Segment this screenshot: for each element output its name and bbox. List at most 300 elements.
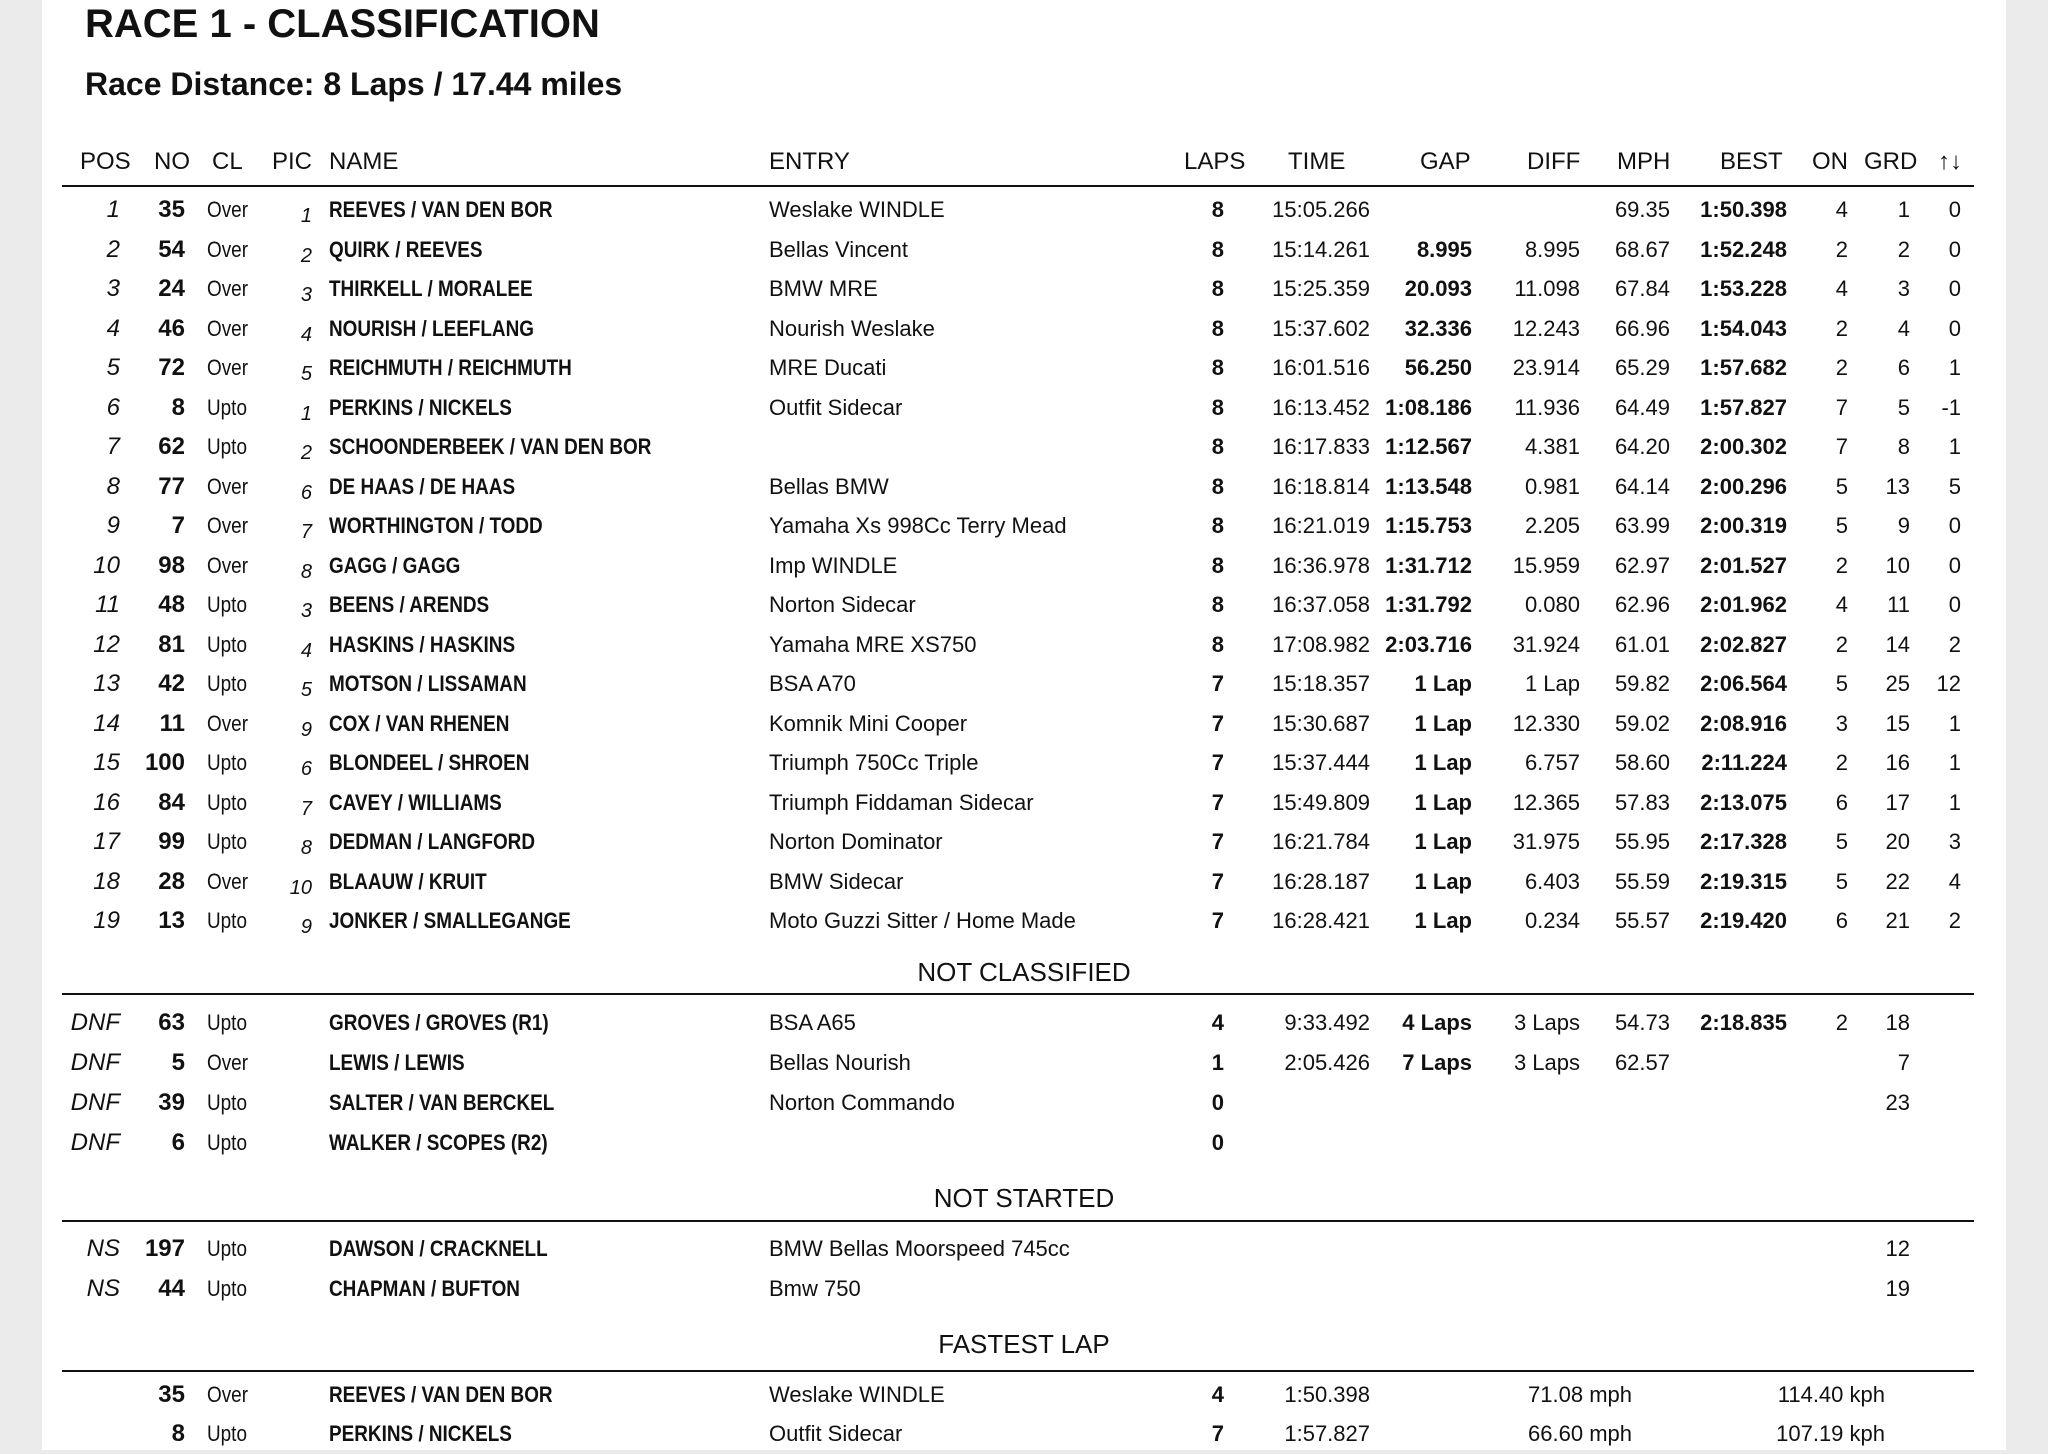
cell-pm: 1 [1948,750,1961,775]
header-gap: GAP [1420,148,1471,175]
cell-entry: Yamaha Xs 998Cc Terry Mead [769,513,1067,538]
cell-pos: DNF [70,1089,120,1116]
cell-pm: 4 [1948,868,1961,894]
cell-pm: 0 [1948,276,1961,301]
cell-time: 2:05.426 [1284,1050,1370,1075]
cell-entry: MRE Ducati [769,355,887,380]
cell-pic: 1 [300,402,312,425]
cell-pos: 9 [106,512,120,539]
result-row [0,190,2048,230]
cell-cl: Upto [207,789,247,815]
cell-on: 3 [1835,710,1848,736]
cell-pm: 5 [1948,473,1961,499]
cell-name: GROVES / GROVES (R1) [329,1010,549,1035]
cell-grd: 6 [1897,355,1910,380]
cell-pos: 13 [93,670,120,697]
cell-time: 1:57.827 [1284,1421,1370,1446]
header-position-change: ↑↓ [1938,148,1962,175]
cell-diff: 12.243 [1512,315,1580,341]
cell-pic: 2 [300,442,312,464]
header-entry: ENTRY [769,148,850,175]
cell-name: REEVES / VAN DEN BOR [329,1382,553,1407]
cell-name: REICHMUTH / REICHMUTH [329,355,572,380]
cell-time: 15:18.357 [1272,671,1370,696]
dnf-row [0,1003,2048,1043]
cell-no: 42 [158,670,185,697]
cell-gap: 1 Lap [1414,908,1472,933]
cell-no: 72 [158,354,185,381]
cell-time: 16:28.187 [1272,868,1370,894]
result-row [0,427,2048,467]
cell-gap: 56.250 [1404,355,1472,380]
cell-pos: 1 [106,196,120,223]
result-row [0,901,2048,941]
cell-lap: 7 [1211,1421,1224,1446]
dnf-row [0,1123,2048,1163]
cell-entry: BMW Sidecar [769,868,904,894]
cell-gap: 1:13.548 [1385,473,1472,499]
cell-diff: 12.330 [1512,710,1580,736]
cell-best: 2:13.075 [1700,789,1787,815]
cell-pos: 14 [93,709,120,737]
cell-grd: 14 [1885,631,1910,657]
cell-on: 2 [1835,552,1848,578]
cell-cl: Over [207,1050,249,1075]
cell-pos: 5 [106,354,120,381]
cell-grd: 13 [1885,473,1910,499]
cell-grd: 15 [1885,710,1910,736]
cell-time: 16:21.784 [1272,829,1370,854]
cell-time: 16:18.814 [1272,473,1370,499]
cell-no: 11 [159,709,185,737]
cell-on: 6 [1835,789,1848,815]
cell-time: 9:33.492 [1284,1010,1370,1035]
cell-time: 16:37.058 [1272,592,1370,617]
result-row [0,704,2048,744]
cell-best: 2:00.296 [1700,473,1787,499]
cell-gap: 1:31.792 [1385,592,1472,617]
cell-cl: Upto [207,1090,247,1115]
cell-mph: 68.67 [1614,236,1670,262]
cell-mph: 66.96 [1614,315,1670,341]
cell-diff: 23.914 [1512,355,1580,380]
cell-grd: 21 [1885,908,1910,933]
not-classified-rule [62,993,1974,995]
cell-best: 2:02.827 [1700,631,1787,657]
cell-pm: 1 [1948,355,1961,380]
cell-laps: 8 [1211,355,1224,380]
cell-best: 2:06.564 [1700,671,1787,696]
cell-gap: 1 Lap [1414,710,1472,736]
cell-mph: 62.57 [1614,1050,1670,1075]
cell-on: 6 [1835,908,1848,933]
cell-entry: Nourish Weslake [769,315,935,341]
cell-on: 7 [1835,394,1848,420]
cell-no: 44 [158,1275,185,1302]
cell-mph: 69.35 [1614,197,1670,222]
cell-laps: 8 [1211,631,1224,657]
cell-mph: 71.08 mph [1528,1382,1632,1407]
cell-best: 2:01.962 [1700,592,1787,617]
cell-mph: 59.82 [1614,671,1670,696]
cell-entry: Bellas Nourish [769,1050,911,1075]
cell-laps: 7 [1211,868,1224,894]
cell-best: 2:18.835 [1700,1010,1787,1035]
cell-mph: 65.29 [1614,355,1670,380]
cell-name: JONKER / SMALLEGANGE [329,908,571,933]
cell-mph: 54.73 [1614,1010,1670,1035]
cell-pos: 19 [93,907,120,934]
cell-pm: 3 [1948,829,1961,854]
result-row [0,309,2048,349]
cell-gap: 1:08.186 [1385,394,1472,420]
result-row [0,506,2048,546]
cell-no: 24 [158,275,185,302]
cell-no: 98 [158,551,185,579]
cell-best: 1:52.248 [1700,236,1787,262]
cell-cl: Upto [207,1276,247,1301]
cell-time: 16:01.516 [1272,355,1370,380]
cell-name: MOTSON / LISSAMAN [329,671,527,696]
cell-diff: 12.365 [1512,789,1580,815]
cell-on: 5 [1835,513,1848,538]
not-started-rule [62,1220,1974,1222]
cell-pos: DNF [70,1049,120,1076]
cell-on: 2 [1835,315,1848,341]
result-row [0,348,2048,388]
cell-no: 197 [144,1235,185,1262]
cell-pos: 12 [93,630,120,658]
cell-laps: 1 [1211,1050,1224,1075]
header-time: TIME [1288,148,1346,175]
header-grd: GRD [1864,148,1918,175]
cell-no: 39 [158,1089,185,1116]
cell-name: HASKINS / HASKINS [329,631,516,657]
cell-on: 7 [1835,434,1848,459]
cell-mph: 64.14 [1614,473,1670,499]
cell-no: 6 [171,1129,185,1156]
cell-no: 63 [158,1009,185,1036]
cell-entry: BMW Bellas Moorspeed 745cc [769,1236,1070,1261]
dnf-row [0,1083,2048,1123]
cell-no: 8 [171,1420,185,1447]
cell-grd: 10 [1885,552,1910,578]
cell-mph: 67.84 [1614,276,1670,301]
cell-on: 5 [1835,473,1848,499]
cell-entry: Weslake WINDLE [769,197,945,222]
cell-entry: Moto Guzzi Sitter / Home Made [769,908,1076,933]
result-row [0,388,2048,428]
cell-mph: 62.96 [1614,592,1670,617]
cell-time: 16:17.833 [1272,434,1370,459]
cell-pic: 7 [300,521,312,543]
cell-diff: 0.234 [1524,908,1580,933]
cell-pos: NS [86,1235,120,1262]
cell-time: 15:37.602 [1272,315,1370,341]
cell-entry: Norton Dominator [769,829,943,854]
cell-on: 4 [1835,276,1848,301]
cell-pos: 17 [93,828,120,855]
cell-on: 2 [1835,631,1848,657]
cell-pm: 0 [1948,236,1961,262]
cell-grd: 18 [1885,1010,1910,1035]
ns-row [0,1229,2048,1269]
cell-best: 2:00.319 [1700,513,1787,538]
cell-best: 1:50.398 [1700,197,1787,222]
cell-best: 2:19.420 [1700,908,1787,933]
cell-best: 2:17.328 [1700,829,1787,854]
header-pic: PIC [272,148,313,175]
cell-diff: 11.936 [1514,394,1580,420]
cell-grd: 19 [1885,1276,1910,1301]
cell-pic: 9 [300,916,312,938]
cell-mph: 55.59 [1614,868,1670,894]
cell-time: 17:08.982 [1272,631,1370,657]
cell-name: DEDMAN / LANGFORD [329,829,536,854]
cell-pic: 5 [300,679,312,701]
cell-no: 48 [158,591,185,618]
cell-laps: 7 [1211,671,1224,696]
cell-cl: Over [207,355,249,380]
dnf-row [0,1043,2048,1083]
cell-pic: 6 [300,481,312,504]
cell-no: 77 [158,472,185,500]
cell-pm: -1 [1941,394,1961,420]
header-name: NAME [329,148,399,175]
cell-cl: Upto [207,631,247,657]
cell-pic: 6 [300,758,312,780]
cell-diff: 8.995 [1524,236,1580,262]
cell-cl: Upto [207,1236,247,1261]
cell-kph: 107.19 kph [1776,1421,1885,1446]
cell-time: 15:37.444 [1272,750,1370,775]
cell-on: 2 [1835,750,1848,775]
cell-laps: 0 [1211,1090,1224,1115]
cell-entry: Weslake WINDLE [769,1382,945,1407]
cell-grd: 3 [1897,276,1910,301]
cell-name: GAGG / GAGG [329,552,461,578]
cell-on: 2 [1835,355,1848,380]
cell-diff: 15.959 [1512,552,1580,578]
cell-diff: 2.205 [1524,513,1580,538]
cell-time: 15:25.359 [1272,276,1370,301]
cell-grd: 5 [1897,394,1910,420]
cell-gap: 20.093 [1404,276,1472,301]
cell-cl: Over [207,868,249,894]
cell-grd: 23 [1885,1090,1910,1115]
cell-gap: 4 Laps [1402,1010,1472,1035]
cell-pos: 8 [106,472,120,500]
cell-gap: 1 Lap [1414,868,1472,894]
cell-pos: 15 [93,749,120,776]
cell-pm: 1 [1948,710,1961,736]
cell-no: 35 [158,196,185,223]
cell-name: BEENS / ARENDS [329,592,490,617]
fastest-lap-heading: FASTEST LAP [938,1329,1110,1359]
cell-entry: Bellas Vincent [769,236,909,262]
cell-grd: 11 [1887,592,1910,617]
cell-on: 5 [1835,671,1848,696]
cell-on: 2 [1835,236,1848,262]
cell-pic: 3 [300,600,312,622]
cell-no: 5 [171,1049,185,1076]
cell-entry: Norton Commando [769,1090,955,1115]
cell-gap: 1:15.753 [1385,513,1472,538]
cell-cl: Over [207,473,249,499]
cell-cl: Over [207,197,249,222]
cell-kph: 114.40 kph [1777,1382,1885,1407]
cell-mph: 55.57 [1614,908,1670,933]
cell-time: 16:13.452 [1272,394,1370,420]
cell-pic: 10 [289,876,312,899]
result-row [0,269,2048,309]
cell-name: NOURISH / LEEFLANG [329,315,534,341]
cell-pm: 0 [1948,552,1961,578]
cell-name: DAWSON / CRACKNELL [329,1236,548,1261]
cell-cl: Over [207,315,249,341]
cell-grd: 4 [1897,315,1910,341]
result-row [0,585,2048,625]
cell-laps: 8 [1211,276,1224,301]
cell-pic: 7 [300,797,312,820]
cell-grd: 2 [1897,236,1910,262]
cell-cl: Upto [207,1421,247,1446]
cell-entry: Outfit Sidecar [769,394,903,420]
cell-best: 1:53.228 [1700,276,1787,301]
cell-on: 4 [1835,197,1848,222]
cell-diff: 11.098 [1514,276,1580,301]
header-on: ON [1812,148,1848,175]
cell-grd: 22 [1885,868,1910,894]
cell-laps: 0 [1211,1130,1224,1155]
cell-pm: 1 [1948,434,1961,459]
cell-on: 5 [1835,868,1848,894]
cell-laps: 7 [1211,789,1224,815]
cell-laps: 7 [1211,750,1224,775]
cell-grd: 25 [1885,671,1910,696]
cell-on: 4 [1835,592,1848,617]
cell-pos: 10 [93,551,120,579]
cell-name: LEWIS / LEWIS [329,1050,465,1075]
cell-laps: 7 [1211,908,1224,933]
header-rule [62,185,1974,187]
cell-cl: Over [207,513,249,538]
cell-mph: 64.20 [1614,434,1670,459]
cell-laps: 8 [1211,513,1224,538]
cell-diff: 0.080 [1524,592,1580,617]
cell-entry: Bmw 750 [769,1276,861,1301]
cell-entry: BMW MRE [769,276,878,301]
cell-name: SALTER / VAN BERCKEL [329,1090,555,1115]
race-distance: Race Distance: 8 Laps / 17.44 miles [85,66,623,102]
cell-laps: 7 [1211,829,1224,854]
cell-cl: Over [207,710,249,736]
cell-pic: 8 [300,837,312,859]
cell-pm: 2 [1948,908,1961,933]
header-pos: POS [80,148,131,175]
cell-no: 13 [158,907,185,934]
result-row [0,546,2048,586]
cell-pm: 0 [1948,513,1961,538]
cell-laps: 8 [1211,434,1224,459]
header-laps: LAPS [1184,148,1246,175]
cell-name: REEVES / VAN DEN BOR [329,197,553,222]
cell-pos: 7 [106,433,120,460]
cell-no: 28 [158,867,185,895]
cell-pos: DNF [70,1009,120,1036]
cell-best: 1:57.827 [1700,394,1787,420]
cell-grd: 12 [1885,1236,1910,1261]
cell-pic: 2 [300,244,312,267]
cell-pos: 16 [93,788,120,816]
cell-pm: 0 [1948,592,1961,617]
cell-no: 35 [158,1381,185,1408]
cell-no: 46 [158,314,185,342]
cell-no: 54 [158,235,185,263]
cell-grd: 17 [1885,789,1910,815]
cell-laps: 7 [1211,710,1224,736]
not-classified-heading: NOT CLASSIFIED [917,957,1131,987]
cell-gap: 2:03.716 [1385,631,1472,657]
cell-entry: BSA A65 [769,1010,856,1035]
header-cl: CL [212,148,243,175]
cell-time: 16:21.019 [1272,513,1370,538]
cell-entry: BSA A70 [769,671,856,696]
cell-no: 62 [158,433,185,460]
cell-gap: 1 Lap [1414,829,1472,854]
result-row [0,467,2048,507]
cell-gap: 7 Laps [1402,1050,1472,1075]
cell-entry: Imp WINDLE [769,552,898,578]
fastest-lap-row [0,1414,2048,1454]
cell-laps: 8 [1211,552,1224,578]
cell-diff: 4.381 [1524,434,1580,459]
cell-no: 84 [158,788,185,816]
result-row [0,664,2048,704]
cell-mph: 58.60 [1614,750,1670,775]
cell-time: 15:30.687 [1272,710,1370,736]
cell-cl: Upto [207,1010,247,1035]
result-row [0,743,2048,783]
result-row [0,783,2048,823]
cell-grd: 9 [1897,513,1910,538]
cell-pm: 12 [1936,671,1961,696]
cell-cl: Upto [207,394,247,420]
header-no: NO [154,148,190,175]
cell-laps: 8 [1211,473,1224,499]
cell-best: 1:54.043 [1700,315,1787,341]
cell-pic: 1 [300,205,312,227]
cell-pic: 3 [300,284,312,306]
cell-mph: 57.83 [1614,789,1670,815]
cell-on: 2 [1835,1010,1848,1035]
cell-name: DE HAAS / DE HAAS [329,473,516,499]
fastest-lap-row [0,1375,2048,1415]
cell-laps: 8 [1211,592,1224,617]
cell-cl: Over [207,276,249,301]
cell-cl: Over [207,1382,249,1407]
cell-diff: 3 Laps [1513,1010,1580,1035]
cell-pm: 0 [1948,315,1961,341]
cell-entry: Outfit Sidecar [769,1421,903,1446]
cell-gap: 8.995 [1416,236,1472,262]
column-headers [0,142,2048,182]
cell-entry: Komnik Mini Cooper [769,710,968,736]
cell-diff: 6.757 [1524,750,1580,775]
cell-cl: Upto [207,1130,247,1155]
cell-best: 2:00.302 [1700,434,1787,459]
cell-gap: 1 Lap [1414,789,1472,815]
